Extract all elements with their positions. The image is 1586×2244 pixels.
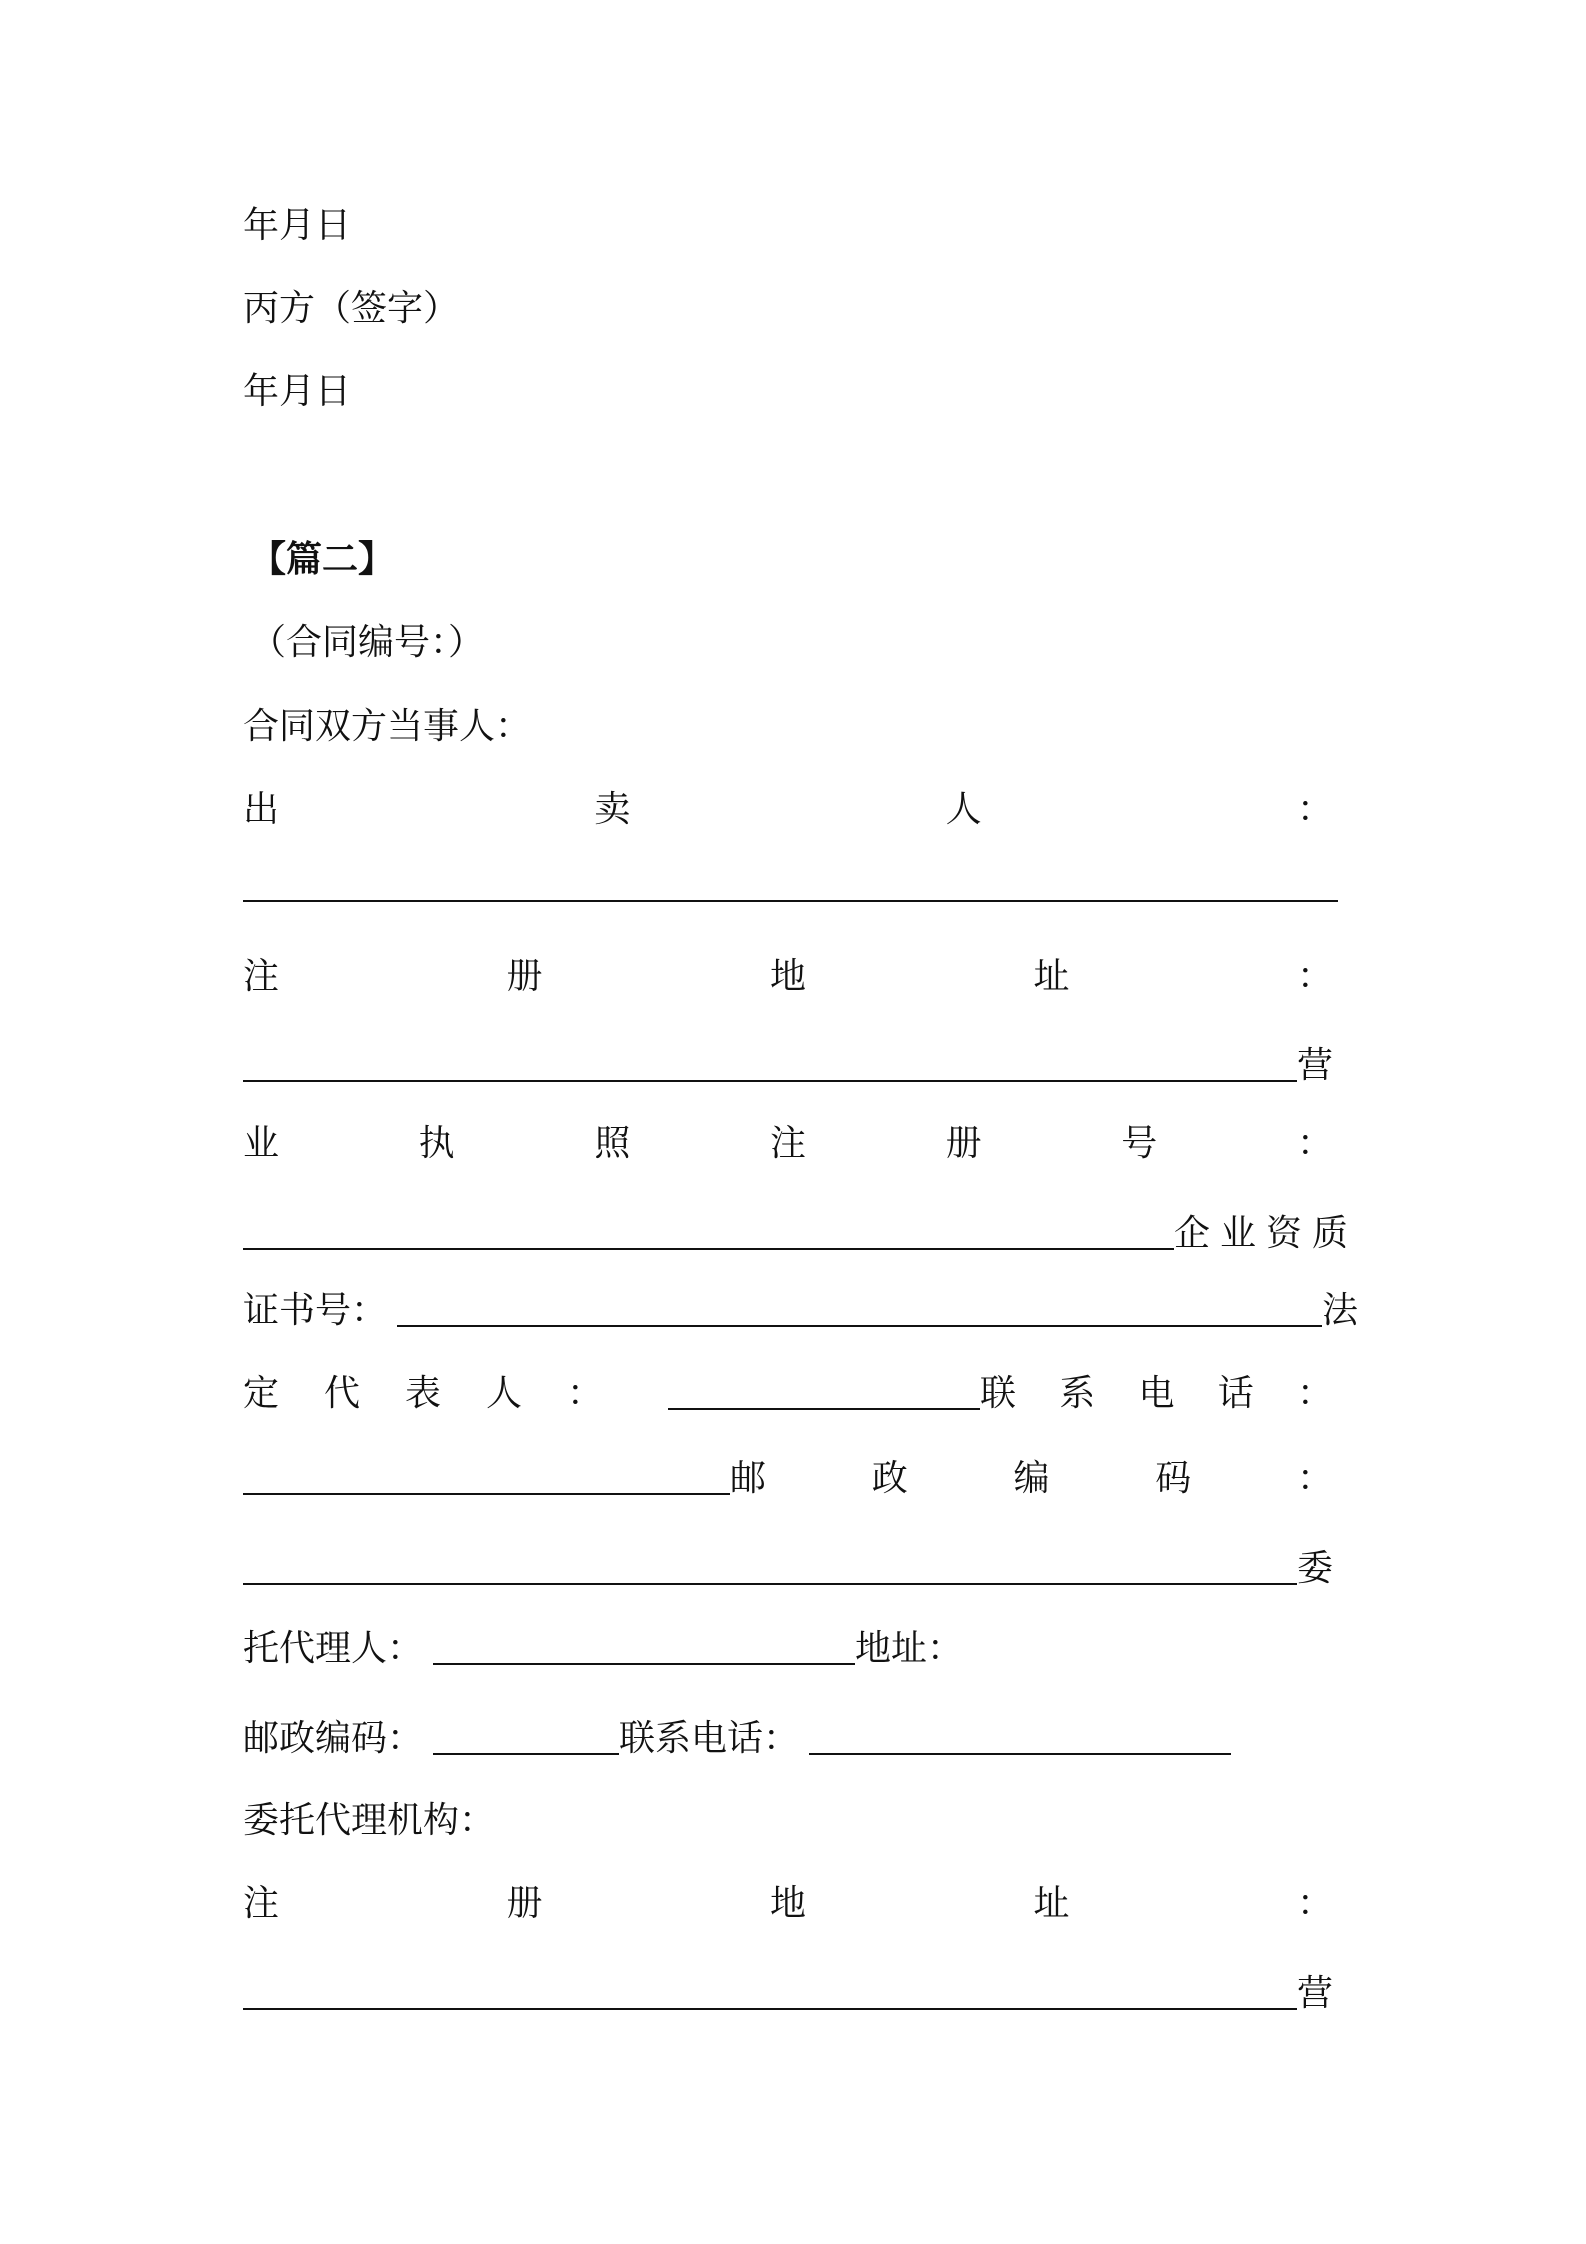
reg-addr2-char: 注 (243, 1883, 280, 1924)
license-char: 执 (418, 1123, 455, 1164)
contract-number: （合同编号：） (250, 622, 485, 663)
postcode-char: ： (1296, 1458, 1333, 1499)
agency-address-blank-line[interactable] (243, 1970, 1333, 2018)
postcode-char: 编 (1013, 1458, 1050, 1499)
phone2-blank[interactable] (809, 1723, 1231, 1755)
license-char: 注 (769, 1123, 806, 1164)
legal-rep-char: 代 (323, 1373, 360, 1414)
party-c-signature: 丙方（签字） (243, 288, 460, 329)
postcode-line[interactable] (243, 1455, 1333, 1503)
reg-addr2-char: ： (1296, 1883, 1333, 1924)
seller-char: 卖 (594, 789, 631, 830)
agent-blank[interactable] (433, 1633, 855, 1665)
reg-addr-char: 注 (243, 956, 280, 997)
postcode2-blank[interactable] (433, 1723, 619, 1755)
postcode-char: 码 (1155, 1458, 1192, 1499)
date-line-2: 年月日 (243, 371, 352, 412)
postcode-label (730, 1455, 1333, 1503)
legal-rep-char: 表 (404, 1373, 441, 1414)
phone-char: 系 (1059, 1373, 1096, 1414)
postcode-blank-line[interactable] (243, 1545, 1333, 1593)
reg-addr-char: 址 (1033, 956, 1070, 997)
postcode2-label: 邮政编码： (243, 1718, 424, 1759)
legal-rep-label (243, 1370, 603, 1418)
license-char: 照 (594, 1123, 631, 1164)
seller-char: 人 (945, 789, 982, 830)
qualification-label: 企业资质 (1173, 1213, 1358, 1254)
postcode-char: 政 (871, 1458, 908, 1499)
address-label: 地址： (855, 1628, 964, 1669)
license-char: 册 (945, 1123, 982, 1164)
phone2-label: 联系电话： (619, 1718, 800, 1759)
phone-char: ： (1296, 1373, 1333, 1414)
fa-char: 法 (1321, 1290, 1358, 1331)
phone-char: 联 (980, 1373, 1017, 1414)
section-heading: 【篇二】 (250, 539, 395, 580)
phone-label (980, 1370, 1333, 1418)
legal-rep-char: ： (566, 1373, 603, 1414)
date-line-1: 年月日 (243, 205, 352, 246)
agent-label: 托代理人： (243, 1628, 424, 1669)
reg-addr2-char: 册 (506, 1883, 543, 1924)
agency-label: 委托代理机构： (243, 1800, 496, 1841)
registered-address-blank-line[interactable] (243, 1042, 1333, 1090)
registered-address-label (243, 953, 1333, 1001)
phone-blank[interactable] (243, 1463, 730, 1495)
phone-char: 电 (1138, 1373, 1175, 1414)
agent-contact-line[interactable] (243, 1715, 1343, 1763)
license-char: 号 (1121, 1123, 1158, 1164)
seller-blank-line[interactable] (243, 870, 1338, 910)
agent-line[interactable] (243, 1625, 1343, 1673)
license-blank-line[interactable] (243, 1210, 1358, 1258)
legal-rep-char: 人 (485, 1373, 522, 1414)
legal-rep-blank[interactable] (668, 1378, 980, 1410)
ying-char: 营 (1296, 1045, 1333, 1086)
reg-addr-char: ： (1296, 956, 1333, 997)
seller-label (243, 786, 1333, 834)
wei-char: 委 (1296, 1548, 1333, 1589)
agency-registered-address-label (243, 1880, 1333, 1928)
business-license-label (243, 1120, 1333, 1168)
certificate-number-line[interactable] (243, 1287, 1358, 1335)
ying2-char: 营 (1296, 1973, 1333, 2014)
reg-addr2-char: 地 (769, 1883, 806, 1924)
contract-parties-heading: 合同双方当事人： (243, 706, 532, 747)
postcode-char: 邮 (730, 1458, 767, 1499)
reg-addr-char: 地 (769, 956, 806, 997)
legal-representative-line[interactable] (243, 1370, 1333, 1418)
license-char: 业 (243, 1123, 280, 1164)
seller-char: ： (1296, 789, 1333, 830)
reg-addr-char: 册 (506, 956, 543, 997)
seller-char: 出 (243, 789, 280, 830)
reg-addr2-char: 址 (1033, 1883, 1070, 1924)
license-char: ： (1296, 1123, 1333, 1164)
legal-rep-char: 定 (243, 1373, 280, 1414)
certificate-label: 证书号： (243, 1290, 388, 1331)
phone-char: 话 (1217, 1373, 1254, 1414)
